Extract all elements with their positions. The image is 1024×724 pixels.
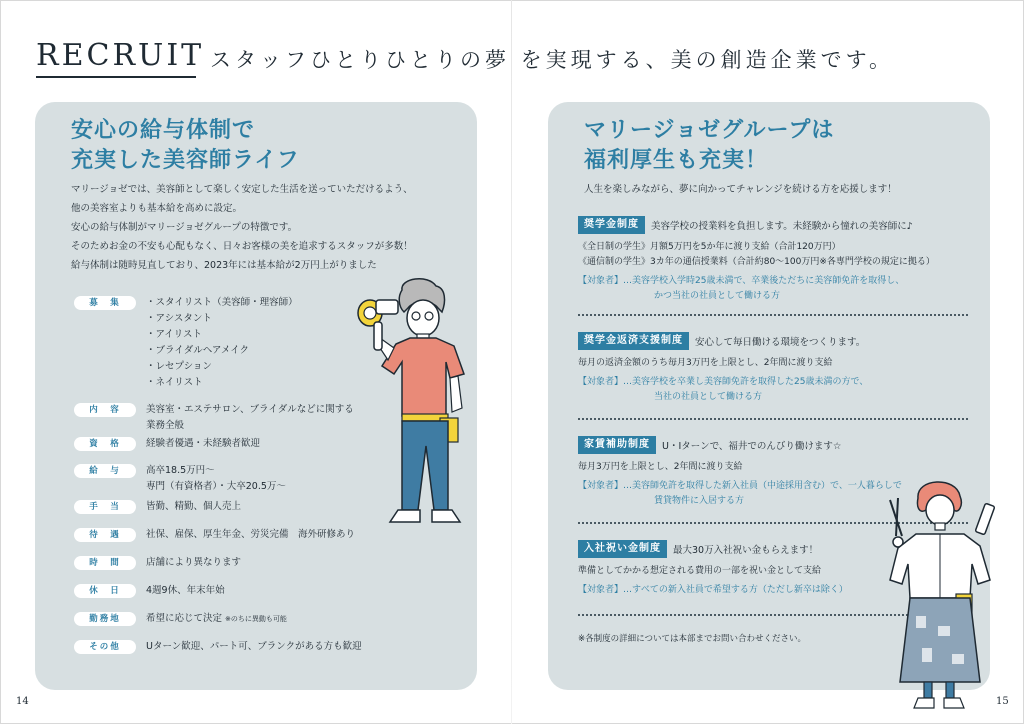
divider — [578, 314, 968, 316]
benefit-repayment-support: 奨学金返済支援制度 安心して毎日働ける環境をつくります。 毎月の返済金額のうち毎月3万円を上限とし、2年間に渡り支給 【対象者】…美容学校を卒業し美容師免許を取得した25歳未満の方で、 当社の社員として働ける方 — [578, 332, 968, 405]
req-row-benefits: 待 遇 社保、雇保、厚生年金、労災完備 海外研修あり — [74, 527, 355, 543]
req-row-holidays: 休 日 4週9休、年末年始 — [74, 583, 225, 599]
benefit-tag: 奨学金制度 — [578, 216, 645, 234]
benefits-heading: マリージョゼグループは 福利厚生も充実！ — [584, 118, 835, 173]
benefit-tag: 家賃補助制度 — [578, 436, 656, 454]
hairdresser-man-illustration — [350, 278, 480, 538]
req-row-recruit: 募 集 ・スタイリスト（美容師・理容師） ・アシスタント ・アイリスト ・ブライダルヘアメイク ・レセプション ・ネイリスト — [74, 295, 298, 391]
req-row-qualification: 資 格 経験者優遇・未経験者歓迎 — [74, 436, 260, 452]
salary-heading: 安心の給与体制で 充実した美容師ライフ — [71, 118, 300, 173]
page-number-left: 14 — [16, 696, 29, 707]
title-underline — [36, 76, 196, 78]
req-row-salary: 給 与 高卒18.5万円～ 専門（有資格者）・大卒20.5万～ — [74, 463, 286, 495]
benefit-joining-bonus: 入社祝い金制度 最大30万入社祝い金もらえます！ 準備としてかかる想定される費用の一部を祝い金として支給 【対象者】…すべての新入社員で希望する方（ただし新卒は除く） — [578, 540, 968, 598]
hairdresser-woman-illustration — [880, 476, 1000, 716]
salary-intro: マリージョゼでは、美容師として楽しく安定した生活を送っていただけるよう、 他の美容室よりも基本給を高めに設定。 安心の給与体制がマリージョゼグループの特徴です。 そのためお金の不安も心配もなく、日々お客様の美を追求するスタッフが多数！ 給与体制は随時見直しており、2023年には基本給が2万円上がりました — [71, 184, 413, 271]
req-row-allowance: 手 当 皆勤、精勤、個人売上 — [74, 499, 241, 515]
benefit-rent-support: 家賃補助制度 U・Iターンで、福井でのんびり働けます☆ 毎月3万円を上限とし、2年間に渡り支給 【対象者】…美容師免許を取得した新入社員（中途採用含む）で、一人暮らしで 賃貸物件に入居する方 — [578, 436, 968, 509]
page-number-right: 15 — [996, 696, 1009, 707]
benefits-footnote: ※各制度の詳細については本部までお問い合わせください。 — [578, 634, 806, 644]
benefit-tag: 入社祝い金制度 — [578, 540, 667, 558]
benefit-scholarship: 奨学金制度 美容学校の授業料を負担します。未経験から憧れの美容師に♪ 《全日制の学生》月額5万円を5か年に渡り支給（合計120万円） 《通信制の学生》3カ年の通信授業料（合計約80～100万円※各専門学校の規定に拠る） 【対象者】…美容学校入学時25歳未満で、卒業後ただちに美容師免許を取得し、 かつ当社の社員として働ける方 — [578, 216, 968, 304]
req-row-location: 勤務地 希望に応じて決定 ※のちに異動も可能 — [74, 611, 287, 627]
req-row-hours: 時 間 店舗により異なります — [74, 555, 241, 571]
page-tagline: スタッフひとりひとりの夢 を実現する、美の創造企業です。 — [210, 48, 894, 72]
spread-spine — [511, 0, 512, 724]
req-row-content: 内 容 美容室・エステサロン、ブライダルなどに関する 業務全般 — [74, 402, 354, 434]
benefit-tag: 奨学金返済支援制度 — [578, 332, 689, 350]
page-title: RECRUIT — [36, 38, 205, 73]
req-row-other: その他 Uターン歓迎、パート可、ブランクがある方も歓迎 — [74, 639, 362, 655]
divider — [578, 418, 968, 420]
benefits-intro: 人生を楽しみながら、夢に向かってチャレンジを続ける方を応援します！ — [584, 184, 897, 195]
